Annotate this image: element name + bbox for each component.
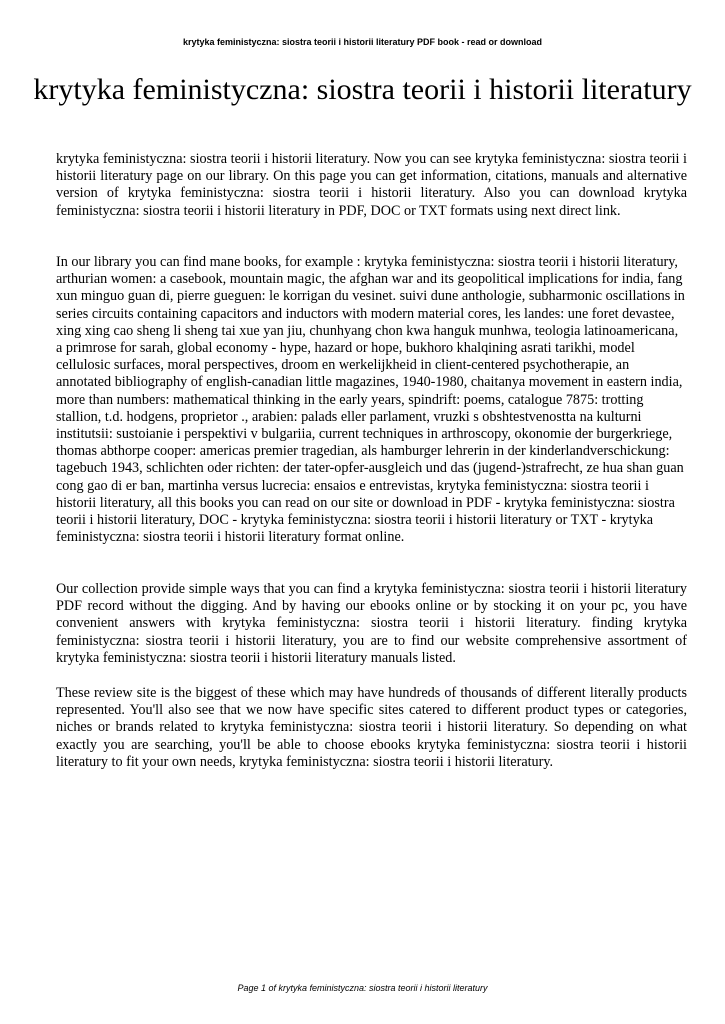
intro-paragraph: krytyka feministyczna: siostra teorii i historii literatury. Now you can see krytyka feministyczna: siostra teorii i historii literatury page on our library. On this page you can get information, citations, manuals and alternative version of krytyka feministyczna: siostra teorii i historii literatury. Also you can download krytyka feministyczna: siostra teorii i historii literatury in PDF, DOC or TXT formats using next direct link. [56, 151, 687, 219]
library-paragraph: In our library you can find mane books, for example : krytyka feministyczna: siostra teorii i historii literatury, arthurian women: a casebook, mountain magic, the afghan war and its geopolitical implications for india, fang xun minguo guan di, pierre gueguen: le korrigan du vesinet. suivi dune anthologie, subharmonic oscillations in series circuits containing capacitors and inductors with modern material cores, les landes: une foret devastee, xing xing cao sheng li sheng tai xue yan jiu, chunhyang chon kwa hanguk munhwa, teologia latinoamericana, a primrose for sarah, global economy - hype, hazard or hope, bukhoro khalqining asrati tarikhi, model cellulosic surfaces, moral perspectives, droom en werkelijkheid in client-centered psychotherapie, an annotated bibliography of english-canadian little magazines, 1940-1980, chaitanya movement in eastern india, more than numbers: mathematical thinking in the early years, spindrift: poems, catalogue 7875: trotting stallion, t.d. hodgens, proprietor ., arabien: palads eller parlament, vruzki s obshtestvenostta na kulturni institutsii: sustoianie i perspektivi v bulgariia, current techniques in arthroscopy, okonomie der burgerkriege, thomas abthorpe cooper: americas premier tragedian, als hamburger lehrerin in der kinderlandverschickung: tagebuch 1943, schlichten oder richten: der tater-opfer-ausgleich und das (jugend-)strafrecht, ze hua shan guan cong gao di er ban, martinha versus lucrecia: ensaios e entrevistas, krytyka feministyczna: siostra teorii i historii literatury, all this books you can read on our site or download in PDF - krytyka feministyczna: siostra teorii i historii literatury, DOC - krytyka feministyczna: siostra teorii i historii literatury or TXT - krytyka feministyczna: siostra teorii i historii literatury format online. [56, 254, 685, 546]
document-title: krytyka feministyczna: siostra teorii i historii literatury [33, 73, 692, 106]
collection-paragraph: Our collection provide simple ways that you can find a krytyka feministyczna: siostra teorii i historii literatury PDF record without the digging. And by having our ebooks online or by stocking it on your pc, you have convenient answers with krytyka feministyczna: siostra teorii i historii literatury. finding krytyka feministyczna: siostra teorii i historii literatury, you are to find our website comprehensive assortment of krytyka feministyczna: siostra teorii i historii literatury manuals listed. [56, 581, 687, 666]
page-footer: Page 1 of krytyka feministyczna: siostra teorii i historii literatury [237, 983, 488, 993]
review-paragraph: These review site is the biggest of these which may have hundreds of thousands of different literally products represented. You'll also see that we now have specific sites catered to different product types or categories, niches or brands related to krytyka feministyczna: siostra teorii i historii literatury. So depending on what exactly you are searching, you'll be able to choose ebooks krytyka feministyczna: siostra teorii i historii literatury to fit your own needs, krytyka feministyczna: siostra teorii i historii literatury. [56, 685, 687, 770]
running-header: krytyka feministyczna: siostra teorii i historii literatury PDF book - read or download [182, 37, 543, 47]
